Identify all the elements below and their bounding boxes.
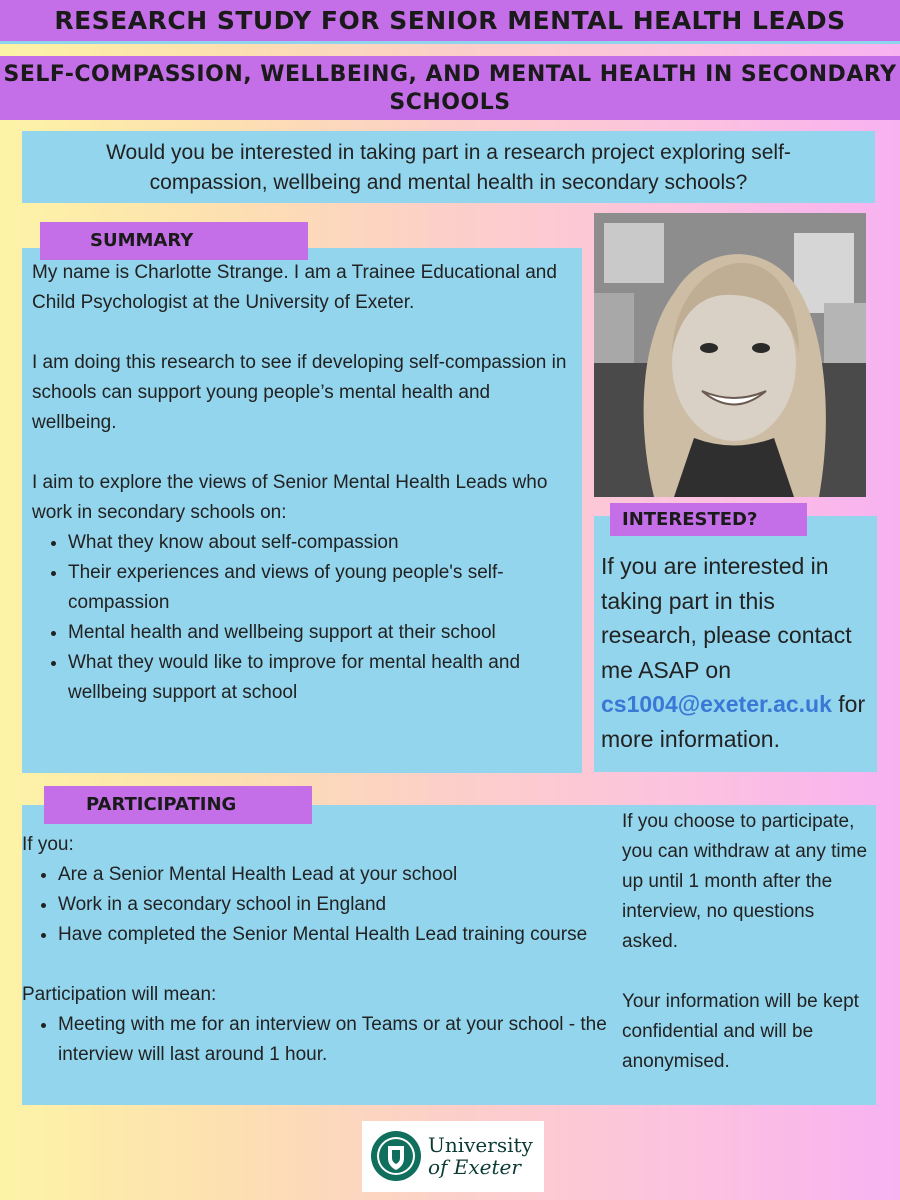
list-item: • What they would like to improve for mental health and wellbeing support at school (68, 648, 578, 708)
subtitle-banner (0, 56, 900, 120)
list-item: • Work in a secondary school in England (58, 890, 622, 920)
crest-icon (370, 1130, 422, 1182)
page-title: RESEARCH STUDY FOR SENIOR MENTAL HEALTH LEADS (54, 6, 846, 35)
confidential-text: Your information will be kept confidential and will be anonymised. (622, 991, 859, 1072)
interested-box (594, 516, 877, 772)
participation-label: Participation will mean: (22, 984, 217, 1005)
participating-heading: PARTICIPATING (86, 794, 237, 815)
intro-text: Would you be interested in taking part in a research project exploring self-compassion, wellbeing and mental health in secondary schools? (106, 141, 791, 194)
if-you-label: If you: (22, 834, 74, 855)
university-logo (362, 1121, 544, 1192)
participating-box (22, 805, 876, 1105)
logo-line-1: University (428, 1133, 533, 1157)
summary-box (22, 248, 582, 773)
summary-para-3: I aim to explore the views of Senior Mental Health Leads who work in secondary schools on: (32, 472, 548, 523)
interested-text-after: for more information. (601, 691, 866, 752)
summary-bullet-list (32, 528, 578, 708)
contact-email-link[interactable]: cs1004@exeter.ac.uk (601, 691, 832, 717)
list-item: • Meeting with me for an interview on Teams or at your school - the interview will last around 1 hour. (58, 1010, 622, 1070)
logo-wordmark (428, 1134, 533, 1178)
participating-notes (622, 807, 872, 1077)
list-item: • Are a Senior Mental Health Lead at your school (58, 860, 622, 890)
summary-para-1: My name is Charlotte Strange. I am a Trainee Educational and Child Psychologist at the University of Exeter. (32, 262, 557, 313)
interested-heading: INTERESTED? (622, 509, 758, 530)
interested-heading-tag (610, 503, 807, 536)
portrait-illustration (594, 213, 866, 497)
withdraw-text: If you choose to participate, you can withdraw at any time up until 1 month after the interview, no questions asked. (622, 811, 868, 952)
list-item: • Their experiences and views of young people's self-compassion (68, 558, 578, 618)
summary-heading-tag (40, 222, 308, 260)
portrait-photo (594, 213, 866, 497)
title-banner (0, 0, 900, 44)
page-subtitle: SELF-COMPASSION, WELLBEING, AND MENTAL HEALTH IN SECONDARY SCHOOLS (3, 62, 897, 115)
list-item: • What they know about self-compassion (68, 528, 578, 558)
criteria-list (22, 860, 622, 950)
intro-box (22, 131, 875, 203)
summary-heading: SUMMARY (90, 230, 194, 251)
logo-line-2: of Exeter (428, 1155, 521, 1179)
interested-text: If you are interested in taking part in this research, please contact me ASAP on (601, 553, 852, 683)
participation-list (22, 1010, 622, 1070)
summary-para-2: I am doing this research to see if developing self-compassion in schools can support young people’s mental health and wellbeing. (32, 352, 567, 433)
participating-criteria (22, 830, 622, 1070)
list-item: • Have completed the Senior Mental Health Lead training course (58, 920, 622, 950)
list-item: • Mental health and wellbeing support at their school (68, 618, 578, 648)
participating-heading-tag (44, 786, 312, 824)
